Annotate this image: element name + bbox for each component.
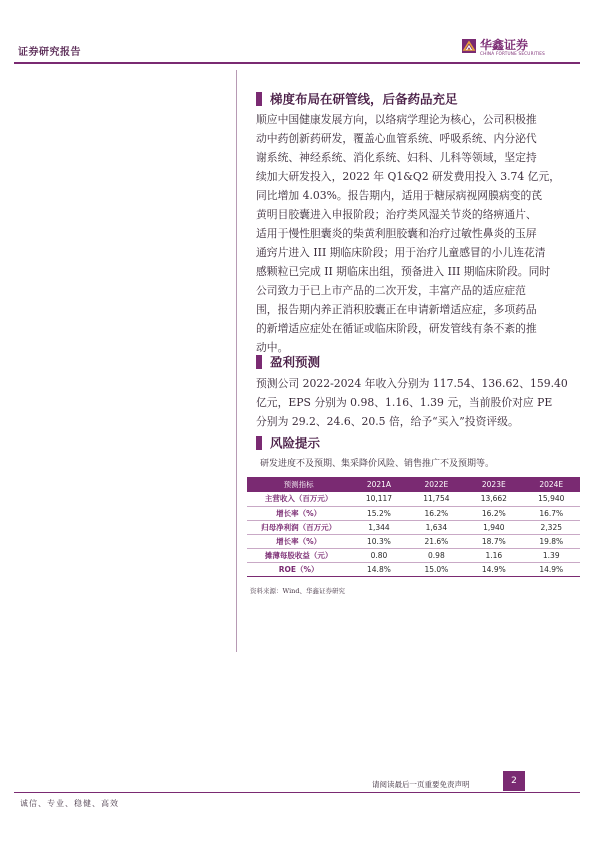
paragraph-line: 围，报告期内养正消积胶囊正在申请新增适应症，多项药品 [256,303,537,316]
row-label: 主营收入（百万元） [247,492,350,506]
forecast-table [247,477,580,577]
table-cell: 15.0% [408,562,465,576]
table-cell: 1.39 [523,548,580,562]
risk-text: 研发进度不及预期、集采降价风险、销售推广不及预期等。 [260,459,495,469]
table-header-cell: 2023E [465,477,522,492]
page-number: 2 [503,771,525,791]
paragraph-line: 适用于慢性胆囊炎的柴黄利胆胶囊和治疗过敏性鼻炎的玉屏 [256,227,537,240]
paragraph-line: 通窍片进入 III 期临床阶段；用于治疗儿童感冒的小儿连花清 [256,246,546,259]
table-header-cell: 预测指标 [247,477,350,492]
table-row [247,492,580,506]
row-label: ROE（%） [247,562,350,576]
column-divider [236,70,237,652]
table-cell: 14.8% [350,562,407,576]
table-cell: 1,634 [408,520,465,534]
table-header-cell: 2022E [408,477,465,492]
table-row [247,548,580,562]
brand-logo [462,36,572,60]
table-cell: 15.2% [350,506,407,520]
table-cell: 11,754 [408,492,465,506]
pipeline-paragraph [256,110,576,357]
section-title-forecast: 盈利预测 [256,351,320,371]
header-divider [14,62,580,64]
table-cell: 19.8% [523,534,580,548]
table-cell: 14.9% [465,562,522,576]
paragraph-line: 动中药创新药研发，覆盖心血管系统、呼吸系统、内分泌代 [256,132,537,145]
table-cell: 1.16 [465,548,522,562]
section-title-risk: 风险提示 [256,432,320,452]
table-cell: 15,940 [523,492,580,506]
row-label: 增长率（%） [247,534,350,548]
table-cell: 2,325 [523,520,580,534]
paragraph-line: 谢系统、神经系统、消化系统、妇科、儿科等领域，坚定持 [256,151,537,164]
company-motto: 诚信、专业、稳健、高效 [20,799,119,808]
paragraph-line: 黄明目胶囊进入申报阶段；治疗类风湿关节炎的络痹通片、 [256,208,537,221]
logo-english-name: CHINA FORTUNE SECURITIES [480,51,546,56]
row-label: 摊薄每股收益（元） [247,548,350,562]
paragraph-line: 同比增加 4.03%。报告期内，适用于糖尿病视网膜病变的芪 [256,189,543,202]
table-row [247,506,580,520]
table-cell: 10.3% [350,534,407,548]
paragraph-line: 预测公司 2022-2024 年收入分别为 117.54、136.62、159.40 [256,377,568,390]
table-row [247,562,580,576]
table-row [247,534,580,548]
report-type-label: 证券研究报告 [18,47,81,58]
footer-divider [14,792,580,793]
table-cell: 21.6% [408,534,465,548]
table-row [247,520,580,534]
section-marker-icon [256,355,262,369]
section-title-pipeline: 梯度布局在研管线，后备药品充足 [256,88,458,108]
table-cell: 14.9% [523,562,580,576]
section-marker-icon [256,92,262,106]
table-cell: 0.98 [408,548,465,562]
table-cell: 1,344 [350,520,407,534]
disclaimer-note: 请阅读最后一页重要免责声明 [372,780,470,789]
section-marker-icon [256,436,262,450]
table-header-cell: 2024E [523,477,580,492]
table-cell: 0.80 [350,548,407,562]
paragraph-line: 感颗粒已完成 II 期临床出组，预备进入 III 期临床阶段。同时 [256,265,551,278]
table-cell: 16.2% [465,506,522,520]
paragraph-line: 动中。 [256,341,289,354]
row-label: 归母净利润（百万元） [247,520,350,534]
table-source-note: 资料来源：Wind、华鑫证券研究 [250,587,345,595]
logo-chinese-name: 华鑫证券 [480,38,529,52]
table-cell: 18.7% [465,534,522,548]
paragraph-line: 分别为 29.2、24.6、20.5 倍，给予“买入”投资评级。 [256,415,519,428]
table-cell: 16.2% [408,506,465,520]
table-cell: 10,117 [350,492,407,506]
paragraph-line: 的新增适应症处在循证或临床阶段，研发管线有条不紊的推 [256,322,537,335]
forecast-paragraph [256,374,576,431]
paragraph-line: 公司致力于已上市产品的二次开发，丰富产品的适应症范 [256,284,526,297]
table-header-cell: 2021A [350,477,407,492]
paragraph-line: 顺应中国健康发展方向，以络病学理论为核心，公司积极推 [256,113,537,126]
table-cell: 13,662 [465,492,522,506]
paragraph-line: 亿元，EPS 分别为 0.98、1.16、1.39 元，当前股价对应 PE [256,396,553,409]
table-header-row [247,477,580,492]
paragraph-line: 续加大研发投入，2022 年 Q1&Q2 研发费用投入 3.74 亿元， [256,170,561,183]
row-label: 增长率（%） [247,506,350,520]
table-cell: 1,940 [465,520,522,534]
table-cell: 16.7% [523,506,580,520]
logo-mark-icon [462,39,476,53]
